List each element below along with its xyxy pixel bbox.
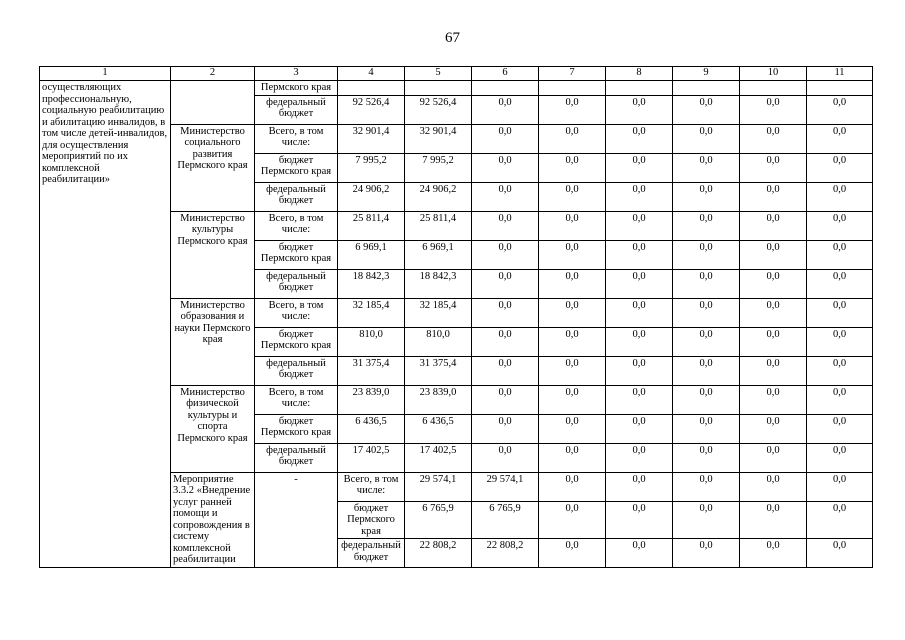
value-cell: 0,0 xyxy=(673,211,740,240)
header-cell: 8 xyxy=(606,67,673,81)
value-cell: 25 811,4 xyxy=(405,211,472,240)
value-cell: 0,0 xyxy=(807,414,873,443)
value-cell: 0,0 xyxy=(673,182,740,211)
value-cell: 0,0 xyxy=(673,501,740,539)
value-cell: 0,0 xyxy=(539,501,606,539)
value-cell: 0,0 xyxy=(539,182,606,211)
value-cell: 0,0 xyxy=(740,443,807,472)
value-cell: 0,0 xyxy=(472,414,539,443)
value-cell: 0,0 xyxy=(606,182,673,211)
value-cell: 0,0 xyxy=(807,211,873,240)
value-cell: 0,0 xyxy=(740,298,807,327)
source-cell: бюджет Пермского края xyxy=(338,501,405,539)
source-cell: Всего, в том числе: xyxy=(255,124,338,153)
header-cell: 6 xyxy=(472,67,539,81)
source-cell: бюджет Пермского края xyxy=(255,414,338,443)
source-cell: Всего, в том числе: xyxy=(255,211,338,240)
activity-description: осуществляющих профессиональную, социальную реабилитацию и абилитацию инвалидов, в том числе детей-инвалидов, для осуществления мероприятий по их комплексной реабилитации» xyxy=(40,81,171,568)
header-cell: 3 xyxy=(255,67,338,81)
value-cell: 31 375,4 xyxy=(405,356,472,385)
source-cell: федеральный бюджет xyxy=(255,443,338,472)
executor-cell: Министерство культуры Пермского края xyxy=(171,211,255,298)
source-cell: федеральный бюджет xyxy=(255,182,338,211)
value-cell: 7 995,2 xyxy=(338,153,405,182)
value-cell: 0,0 xyxy=(807,124,873,153)
value-cell: 0,0 xyxy=(673,356,740,385)
value-cell: 0,0 xyxy=(740,269,807,298)
header-row xyxy=(40,67,873,81)
value-cell: 0,0 xyxy=(606,153,673,182)
source-cell: бюджет Пермского края xyxy=(255,240,338,269)
executor-cell: Министерство социального развития Пермского края xyxy=(171,124,255,211)
value-cell: 0,0 xyxy=(740,153,807,182)
value-cell: 29 574,1 xyxy=(405,472,472,501)
value-cell xyxy=(807,81,873,96)
value-cell: 24 906,2 xyxy=(405,182,472,211)
value-cell: 0,0 xyxy=(606,356,673,385)
value-cell: 0,0 xyxy=(606,211,673,240)
value-cell: 0,0 xyxy=(673,539,740,568)
value-cell: 0,0 xyxy=(539,327,606,356)
source-cell: Всего, в том числе: xyxy=(255,298,338,327)
value-cell: 0,0 xyxy=(673,414,740,443)
value-cell: 0,0 xyxy=(740,240,807,269)
value-cell: 0,0 xyxy=(807,269,873,298)
value-cell: 0,0 xyxy=(472,124,539,153)
source-cell: федеральный бюджет xyxy=(338,539,405,568)
header-cell: 4 xyxy=(338,67,405,81)
value-cell: 0,0 xyxy=(807,539,873,568)
value-cell xyxy=(673,81,740,96)
value-cell: 0,0 xyxy=(472,269,539,298)
source-cell: федеральный бюджет xyxy=(255,95,338,124)
value-cell: 0,0 xyxy=(740,211,807,240)
value-cell: 24 906,2 xyxy=(338,182,405,211)
value-cell xyxy=(606,81,673,96)
value-cell: 0,0 xyxy=(539,443,606,472)
value-cell: 6 436,5 xyxy=(405,414,472,443)
header-cell: 7 xyxy=(539,67,606,81)
value-cell: 0,0 xyxy=(472,240,539,269)
value-cell: 0,0 xyxy=(740,327,807,356)
value-cell: 0,0 xyxy=(606,414,673,443)
value-cell: 0,0 xyxy=(673,240,740,269)
source-cell: федеральный бюджет xyxy=(255,269,338,298)
page-number: 67 xyxy=(445,30,460,46)
value-cell: 6 969,1 xyxy=(338,240,405,269)
value-cell: 6 765,9 xyxy=(405,501,472,539)
value-cell: 0,0 xyxy=(807,385,873,414)
value-cell: 810,0 xyxy=(338,327,405,356)
value-cell: 0,0 xyxy=(807,443,873,472)
value-cell: 32 185,4 xyxy=(338,298,405,327)
activity-description: Мероприятие 3.3.2 «Внедрение услуг ранней помощи и сопровождения в систему комплексной реабилитации xyxy=(171,472,255,568)
value-cell xyxy=(405,81,472,96)
value-cell: 0,0 xyxy=(472,95,539,124)
value-cell: 32 901,4 xyxy=(338,124,405,153)
value-cell: 0,0 xyxy=(606,269,673,298)
value-cell: 0,0 xyxy=(472,298,539,327)
value-cell: 0,0 xyxy=(606,501,673,539)
value-cell: 0,0 xyxy=(807,472,873,501)
source-cell: Всего, в том числе: xyxy=(338,472,405,501)
value-cell: 92 526,4 xyxy=(405,95,472,124)
value-cell: 0,0 xyxy=(539,385,606,414)
header-cell: 10 xyxy=(740,67,807,81)
value-cell: 0,0 xyxy=(673,385,740,414)
value-cell: 22 808,2 xyxy=(472,539,539,568)
value-cell: 0,0 xyxy=(673,298,740,327)
value-cell: 25 811,4 xyxy=(338,211,405,240)
value-cell: 0,0 xyxy=(673,153,740,182)
header-cell: 9 xyxy=(673,67,740,81)
value-cell: 0,0 xyxy=(606,385,673,414)
value-cell: 0,0 xyxy=(740,414,807,443)
value-cell: 92 526,4 xyxy=(338,95,405,124)
value-cell: 0,0 xyxy=(539,240,606,269)
source-cell: бюджет Пермского края xyxy=(255,153,338,182)
value-cell: 0,0 xyxy=(673,472,740,501)
value-cell: 17 402,5 xyxy=(405,443,472,472)
value-cell: 0,0 xyxy=(539,124,606,153)
value-cell: 0,0 xyxy=(673,443,740,472)
value-cell: 23 839,0 xyxy=(405,385,472,414)
source-cell: Пермского края xyxy=(255,81,338,96)
header-cell: 1 xyxy=(40,67,171,81)
value-cell: 810,0 xyxy=(405,327,472,356)
value-cell: 0,0 xyxy=(740,356,807,385)
value-cell: 0,0 xyxy=(807,240,873,269)
executor-cell xyxy=(171,81,255,125)
source-cell: федеральный бюджет xyxy=(255,356,338,385)
value-cell: 0,0 xyxy=(673,95,740,124)
value-cell: 0,0 xyxy=(673,124,740,153)
executor-cell: Министерство физической культуры и спорта Пермского края xyxy=(171,385,255,472)
value-cell: 23 839,0 xyxy=(338,385,405,414)
value-cell: 18 842,3 xyxy=(338,269,405,298)
value-cell: 0,0 xyxy=(807,501,873,539)
value-cell: 0,0 xyxy=(606,298,673,327)
value-cell: 0,0 xyxy=(539,269,606,298)
value-cell: 7 995,2 xyxy=(405,153,472,182)
value-cell: 0,0 xyxy=(606,240,673,269)
value-cell: 0,0 xyxy=(472,385,539,414)
table-row xyxy=(40,81,873,96)
value-cell: 0,0 xyxy=(807,153,873,182)
value-cell: 0,0 xyxy=(472,327,539,356)
value-cell: 0,0 xyxy=(539,211,606,240)
executor-cell: Министерство образования и науки Пермского края xyxy=(171,298,255,385)
value-cell: 0,0 xyxy=(740,385,807,414)
value-cell: 17 402,5 xyxy=(338,443,405,472)
value-cell: 0,0 xyxy=(472,182,539,211)
value-cell: 0,0 xyxy=(740,124,807,153)
value-cell: 0,0 xyxy=(807,182,873,211)
value-cell: 29 574,1 xyxy=(472,472,539,501)
executor-cell: - xyxy=(255,472,338,568)
value-cell: 0,0 xyxy=(472,356,539,385)
source-cell: Всего, в том числе: xyxy=(255,385,338,414)
value-cell: 32 901,4 xyxy=(405,124,472,153)
budget-table xyxy=(39,66,873,568)
value-cell xyxy=(338,81,405,96)
value-cell: 0,0 xyxy=(673,327,740,356)
value-cell: 0,0 xyxy=(740,472,807,501)
value-cell xyxy=(539,81,606,96)
value-cell: 0,0 xyxy=(807,95,873,124)
header-cell: 11 xyxy=(807,67,873,81)
value-cell: 0,0 xyxy=(606,472,673,501)
value-cell: 22 808,2 xyxy=(405,539,472,568)
value-cell: 0,0 xyxy=(606,124,673,153)
value-cell: 6 969,1 xyxy=(405,240,472,269)
value-cell: 32 185,4 xyxy=(405,298,472,327)
value-cell: 0,0 xyxy=(606,95,673,124)
value-cell: 6 436,5 xyxy=(338,414,405,443)
value-cell: 0,0 xyxy=(740,539,807,568)
value-cell xyxy=(740,81,807,96)
value-cell: 0,0 xyxy=(673,269,740,298)
value-cell: 0,0 xyxy=(807,298,873,327)
value-cell: 0,0 xyxy=(472,443,539,472)
value-cell: 18 842,3 xyxy=(405,269,472,298)
value-cell: 31 375,4 xyxy=(338,356,405,385)
value-cell: 0,0 xyxy=(740,182,807,211)
header-cell: 5 xyxy=(405,67,472,81)
value-cell: 0,0 xyxy=(740,95,807,124)
header-cell: 2 xyxy=(171,67,255,81)
value-cell: 0,0 xyxy=(539,414,606,443)
value-cell: 0,0 xyxy=(539,472,606,501)
source-cell: бюджет Пермского края xyxy=(255,327,338,356)
value-cell: 0,0 xyxy=(539,95,606,124)
value-cell: 0,0 xyxy=(807,356,873,385)
value-cell: 0,0 xyxy=(539,356,606,385)
value-cell: 0,0 xyxy=(606,327,673,356)
value-cell: 0,0 xyxy=(740,501,807,539)
value-cell: 6 765,9 xyxy=(472,501,539,539)
value-cell: 0,0 xyxy=(807,327,873,356)
value-cell: 0,0 xyxy=(539,153,606,182)
value-cell xyxy=(472,81,539,96)
value-cell: 0,0 xyxy=(472,211,539,240)
value-cell: 0,0 xyxy=(606,443,673,472)
value-cell: 0,0 xyxy=(539,298,606,327)
value-cell: 0,0 xyxy=(472,153,539,182)
value-cell: 0,0 xyxy=(539,539,606,568)
value-cell: 0,0 xyxy=(606,539,673,568)
